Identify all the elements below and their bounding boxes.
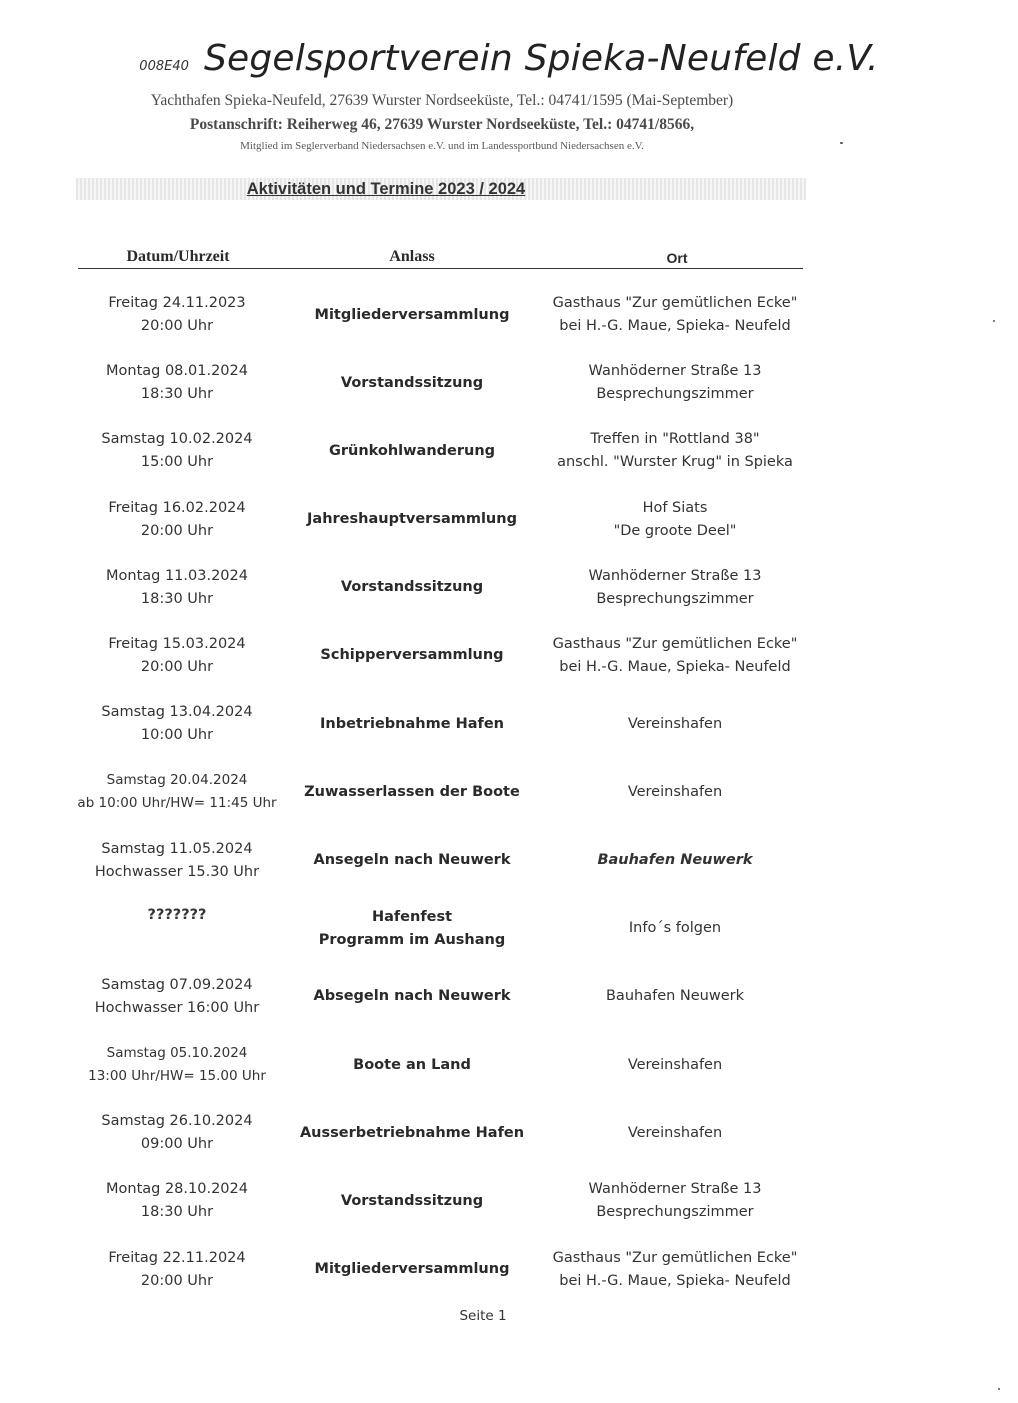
place-text: Info´s folgen [628,920,722,937]
table-row [0,290,1018,358]
event-cell [296,1245,528,1295]
time-text: ab 10:00 Uhr/HW= 11:45 Uhr [77,795,277,812]
date-cell [62,495,292,545]
event-cell [296,426,528,476]
date-cell [62,1108,292,1158]
table-row [0,767,1018,835]
place-text: Wanhöderner Straße 13 [588,363,762,380]
place-text-line2: anschl. "Wurster Krug" in Spieka [557,454,793,471]
scan-speck [840,142,843,144]
place-text-line2: Besprechungszimmer [596,1204,754,1221]
event-text: Vorstandssitzung [340,374,484,391]
event-cell [296,972,528,1022]
date-text: Freitag 15.03.2024 [108,635,246,652]
harbour-address: Yachthafen Spieka-Neufeld, 27639 Wurster Nordseeküste, Tel.: 04741/1595 (Mai-September) [150,92,734,109]
place-text-line2: Besprechungszimmer [596,590,754,607]
date-cell [62,290,292,340]
letterhead-title [0,38,1018,79]
event-text: Hafenfest [371,908,453,925]
club-name: Segelsportverein Spieka-Neufeld e.V. [203,38,879,79]
postal-address: Postanschrift: Reiherweg 46, 27639 Wurster Nordseeküste, Tel.: 04741/8566, [189,116,695,133]
event-cell [296,563,528,613]
table-row [0,699,1018,767]
table-row [0,426,1018,494]
place-cell [536,836,814,886]
event-text: Ansegeln nach Neuwerk [313,852,511,868]
date-text: Montag 28.10.2024 [106,1181,248,1198]
event-text: Ausserbetriebnahme Hafen [299,1124,525,1141]
time-text: 20:00 Uhr [140,1272,214,1289]
place-text: Bauhafen Neuwerk [605,988,745,1005]
event-text: Jahreshauptversammlung [307,511,517,528]
time-text: 18:30 Uhr [140,1204,214,1221]
event-cell [296,631,528,681]
date-cell [62,836,292,886]
event-text: Boote an Land [353,1056,471,1073]
event-cell [296,699,528,749]
place-text: Vereinshafen [627,715,723,732]
header-rule [78,268,803,269]
date-cell [62,1176,292,1226]
table-row [0,495,1018,563]
place-cell [536,358,814,408]
place-cell [536,495,814,545]
event-text: Absegeln nach Neuwerk [313,988,511,1005]
place-text: Vereinshafen [627,1124,723,1141]
event-cell [296,904,528,954]
page-number: Seite 1 [459,1308,507,1324]
place-cell [536,426,814,476]
table-row [0,563,1018,631]
date-text: Samstag 20.04.2024 [106,772,248,789]
date-text: Samstag 07.09.2024 [101,976,253,993]
date-cell [62,358,292,408]
place-cell [536,1040,814,1090]
place-text-line2: bei H.-G. Maue, Spieka- Neufeld [559,1272,791,1289]
date-cell [62,904,292,954]
place-text: Gasthaus "Zur gemütlichen Ecke" [552,295,798,311]
event-cell [296,1040,528,1090]
place-text: Wanhöderner Straße 13 [588,1181,762,1198]
event-cell [296,358,528,408]
place-cell [536,563,814,613]
place-text: Bauhafen Neuwerk [597,852,753,868]
column-header-date: Datum/Uhrzeit [126,248,230,265]
event-text: Inbetriebnahme Hafen [319,715,504,732]
place-cell [536,1108,814,1158]
date-cell [62,426,292,476]
date-cell [62,563,292,613]
schedule-table [0,290,1018,1313]
event-text: Vorstandssitzung [340,1192,484,1209]
place-cell [536,904,814,954]
date-cell [62,631,292,681]
event-cell [296,836,528,886]
date-text: Freitag 24.11.2023 [108,295,246,311]
date-cell [62,699,292,749]
table-row [0,631,1018,699]
place-text: Vereinshafen [627,783,723,800]
time-text: 18:30 Uhr [140,386,214,403]
document-code: 008E40 [139,59,189,74]
place-cell [536,1245,814,1295]
time-text: 20:00 Uhr [140,522,214,539]
time-text: 13:00 Uhr/HW= 15.00 Uhr [88,1068,266,1085]
place-text-line2: "De groote Deel" [613,522,737,539]
date-text: Samstag 05.10.2024 [106,1045,248,1062]
place-text: Gasthaus "Zur gemütlichen Ecke" [552,1249,798,1266]
date-text: Samstag 13.04.2024 [101,704,253,721]
column-header-event: Anlass [389,248,435,265]
date-cell [62,1245,292,1295]
place-cell [536,767,814,817]
place-text: Wanhöderner Straße 13 [588,567,762,584]
date-cell [62,1040,292,1090]
time-text: 20:00 Uhr [140,658,214,675]
date-text: Samstag 11.05.2024 [101,840,253,857]
time-text: 09:00 Uhr [140,1136,214,1153]
place-cell [536,631,814,681]
time-text: 15:00 Uhr [140,454,214,471]
table-row [0,1176,1018,1244]
place-text: Treffen in "Rottland 38" [590,431,760,448]
table-row [0,358,1018,426]
place-text-line2: Besprechungszimmer [596,386,754,403]
date-text: Samstag 10.02.2024 [101,431,253,448]
event-cell [296,1176,528,1226]
place-text-line2: bei H.-G. Maue, Spieka- Neufeld [559,318,791,334]
place-cell [536,1176,814,1226]
membership-note: Mitglied im Seglerverband Niedersachsen e.V. und im Landessportbund Niedersachsen e.V. [240,140,644,152]
event-text-line2: Programm im Aushang [318,931,506,948]
event-text: Grünkohlwanderung [328,442,496,459]
table-row [0,1040,1018,1108]
column-header-place: Ort [666,250,688,266]
date-text: Freitag 22.11.2024 [108,1249,246,1266]
event-cell [296,290,528,340]
place-text: Gasthaus "Zur gemütlichen Ecke" [552,635,798,652]
time-text: Hochwasser 16:00 Uhr [94,999,260,1016]
date-text: Samstag 26.10.2024 [101,1113,253,1130]
place-cell [536,699,814,749]
event-text: Mitgliederversammlung [314,306,510,323]
event-text: Schipperversammlung [320,647,504,664]
date-text: Montag 08.01.2024 [106,363,248,380]
time-text: 20:00 Uhr [140,318,214,334]
scan-speck [993,320,995,322]
event-cell [296,1108,528,1158]
event-text: Vorstandssitzung [340,579,484,596]
time-text: 18:30 Uhr [140,590,214,607]
place-text: Hof Siats [642,499,708,516]
place-text-line2: bei H.-G. Maue, Spieka- Neufeld [559,658,791,675]
scan-speck [998,1388,1000,1390]
time-text: Hochwasser 15.30 Uhr [94,863,260,880]
time-text: 10:00 Uhr [140,727,214,744]
event-cell [296,767,528,817]
table-row [0,836,1018,904]
date-text: Freitag 16.02.2024 [108,499,246,516]
table-row [0,1108,1018,1176]
date-cell [62,767,292,817]
place-cell [536,290,814,340]
event-text: Mitgliederversammlung [314,1261,510,1278]
schedule-banner [76,178,806,200]
table-row [0,904,1018,972]
place-text: Vereinshafen [627,1056,723,1073]
event-cell [296,495,528,545]
date-cell [62,972,292,1022]
table-row [0,972,1018,1040]
event-text: Zuwasserlassen der Boote [304,783,520,800]
table-row [0,1245,1018,1313]
place-cell [536,972,814,1022]
date-text: ??????? [147,906,207,923]
schedule-title: Aktivitäten und Termine 2023 / 2024 [246,180,526,198]
date-text: Montag 11.03.2024 [106,567,248,584]
